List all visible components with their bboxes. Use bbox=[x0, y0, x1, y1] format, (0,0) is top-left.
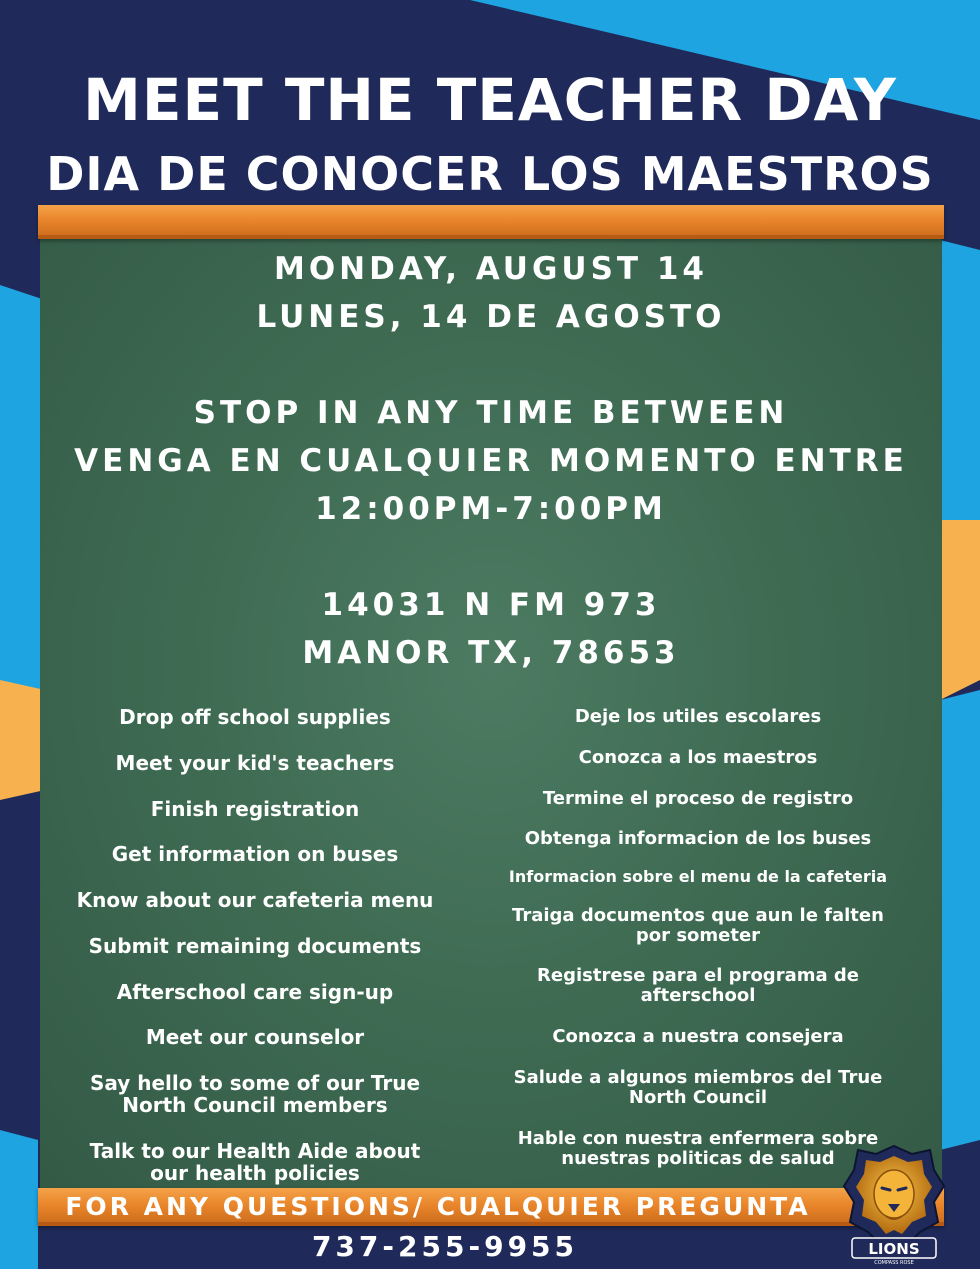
activity-item: Termine el proceso de registro bbox=[542, 788, 854, 809]
title-english: MEET THE TEACHER DAY bbox=[83, 66, 897, 134]
footer-questions: FOR ANY QUESTIONS/ CUALQUIER PREGUNTA bbox=[65, 1192, 811, 1221]
address-city: MANOR TX, 78653 bbox=[302, 635, 680, 671]
sky-blue-band-right-lower bbox=[940, 690, 980, 1150]
activity-item: Drop off school supplies bbox=[119, 705, 391, 729]
activity-item: Finish registration bbox=[150, 797, 360, 821]
activity-item: Informacion sobre el menu de la cafeteria bbox=[508, 867, 888, 886]
activity-item: Submit remaining documents bbox=[88, 934, 422, 958]
time-intro-spanish: VENGA EN CUALQUIER MOMENTO ENTRE bbox=[74, 443, 908, 479]
activity-item: Deje los utiles escolares bbox=[574, 706, 822, 727]
address-street: 14031 N FM 973 bbox=[321, 587, 661, 623]
date-english: MONDAY, AUGUST 14 bbox=[273, 251, 709, 287]
activity-item: Talk to our Health Aide about our health policies bbox=[89, 1139, 421, 1185]
footer-phone: 737-255-9955 bbox=[311, 1230, 579, 1263]
orange-band-left bbox=[0, 680, 45, 800]
sky-blue-band-right bbox=[940, 240, 980, 520]
time-range: 12:00PM-7:00PM bbox=[315, 491, 667, 527]
activity-item: Know about our cafeteria menu bbox=[76, 888, 434, 912]
sky-blue-band-left bbox=[0, 285, 45, 700]
activity-item: Conozca a los maestros bbox=[578, 747, 818, 768]
activity-item: Traiga documentos que aun le falten por someter bbox=[512, 905, 884, 946]
activity-item: Registrese para el programa de afterschool bbox=[537, 965, 859, 1006]
activity-item: Conozca a nuestra consejera bbox=[552, 1026, 844, 1047]
orange-band-right bbox=[940, 520, 980, 700]
title-spanish: DIA DE CONOCER LOS MAESTROS bbox=[46, 147, 934, 201]
activity-item: Get information on buses bbox=[111, 842, 399, 866]
activity-item: Afterschool care sign-up bbox=[116, 980, 394, 1004]
time-intro-english: STOP IN ANY TIME BETWEEN bbox=[193, 395, 789, 431]
activity-item: Obtenga informacion de los buses bbox=[524, 828, 872, 849]
activity-item: Meet your kid's teachers bbox=[115, 751, 395, 775]
activity-item: Salude a algunos miembros del True North Council bbox=[513, 1067, 883, 1108]
activity-item: Hable con nuestra enfermera sobre nuestras politicas de salud bbox=[517, 1128, 879, 1169]
date-spanish: LUNES, 14 DE AGOSTO bbox=[256, 299, 726, 335]
lion-head-icon bbox=[842, 1142, 946, 1266]
logo-name: LIONS bbox=[868, 1240, 920, 1258]
activity-item: Say hello to some of our True North Council members bbox=[89, 1071, 421, 1117]
logo-subtitle: COMPASS ROSE bbox=[874, 1260, 914, 1266]
activity-item: Meet our counselor bbox=[145, 1025, 365, 1049]
chalkboard-frame-top bbox=[38, 205, 944, 239]
